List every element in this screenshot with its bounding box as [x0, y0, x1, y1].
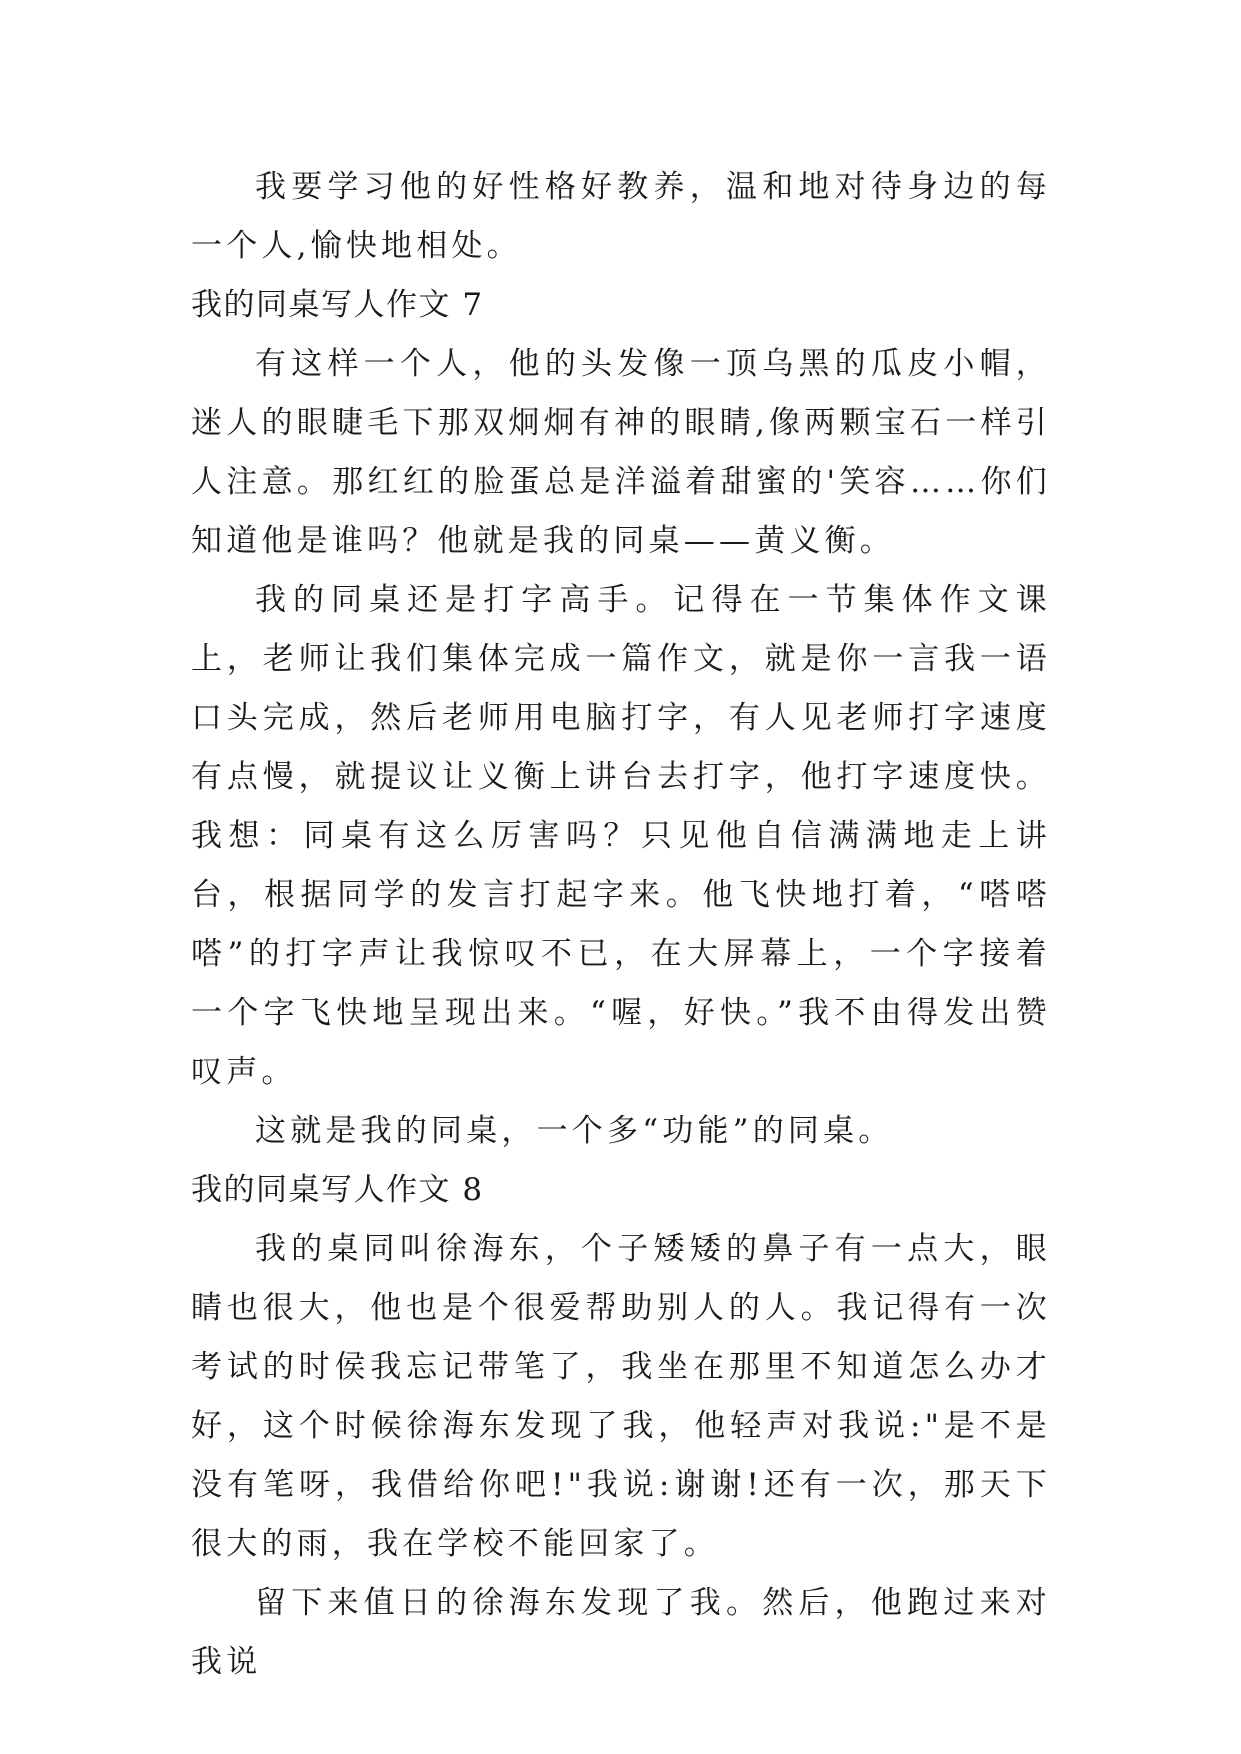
- paragraph: 我的同桌还是打字高手。记得在一节集体作文课上，老师让我们集体完成一篇作文，就是你一言我一语口头完成，然后老师用电脑打字，有人见老师打字速度有点慢，就提议让义衡上讲台去打字，他打字速度快。我想：同桌有这么厉害吗？只见他自信满满地走上讲台，根据同学的发言打起字来。他飞快地打着，“嗒嗒嗒”的打字声让我惊叹不已，在大屏幕上，一个字接着一个字飞快地呈现出来。“喔，好快。”我不由得发出赞叹声。: [191, 582, 1051, 1090]
- document-body: [191, 158, 1051, 1692]
- paragraph: 我要学习他的好性格好教养，温和地对待身边的每一个人,愉快地相处。: [191, 169, 1051, 264]
- section-heading: 我的同桌写人作文 7: [191, 287, 484, 323]
- paragraph: 这就是我的同桌，一个多“功能”的同桌。: [255, 1113, 894, 1149]
- paragraph: 留下来值日的徐海东发现了我。然后，他跑过来对我说: [191, 1585, 1051, 1680]
- section-heading: 我的同桌写人作文 8: [191, 1172, 484, 1208]
- paragraph: 有这样一个人，他的头发像一顶乌黑的瓜皮小帽，迷人的眼睫毛下那双炯炯有神的眼睛,像两颗宝石一样引人注意。那红红的脸蛋总是洋溢着甜蜜的'笑容……你们知道他是谁吗？他就是我的同桌——黄义衡。: [191, 346, 1051, 559]
- paragraph: 我的桌同叫徐海东，个子矮矮的鼻子有一点大，眼睛也很大，他也是个很爱帮助别人的人。我记得有一次考试的时侯我忘记带笔了，我坐在那里不知道怎么办才好，这个时候徐海东发现了我，他轻声对我说:"是不是没有笔呀，我借给你吧!"我说:谢谢!还有一次，那天下很大的雨，我在学校不能回家了。: [191, 1231, 1051, 1562]
